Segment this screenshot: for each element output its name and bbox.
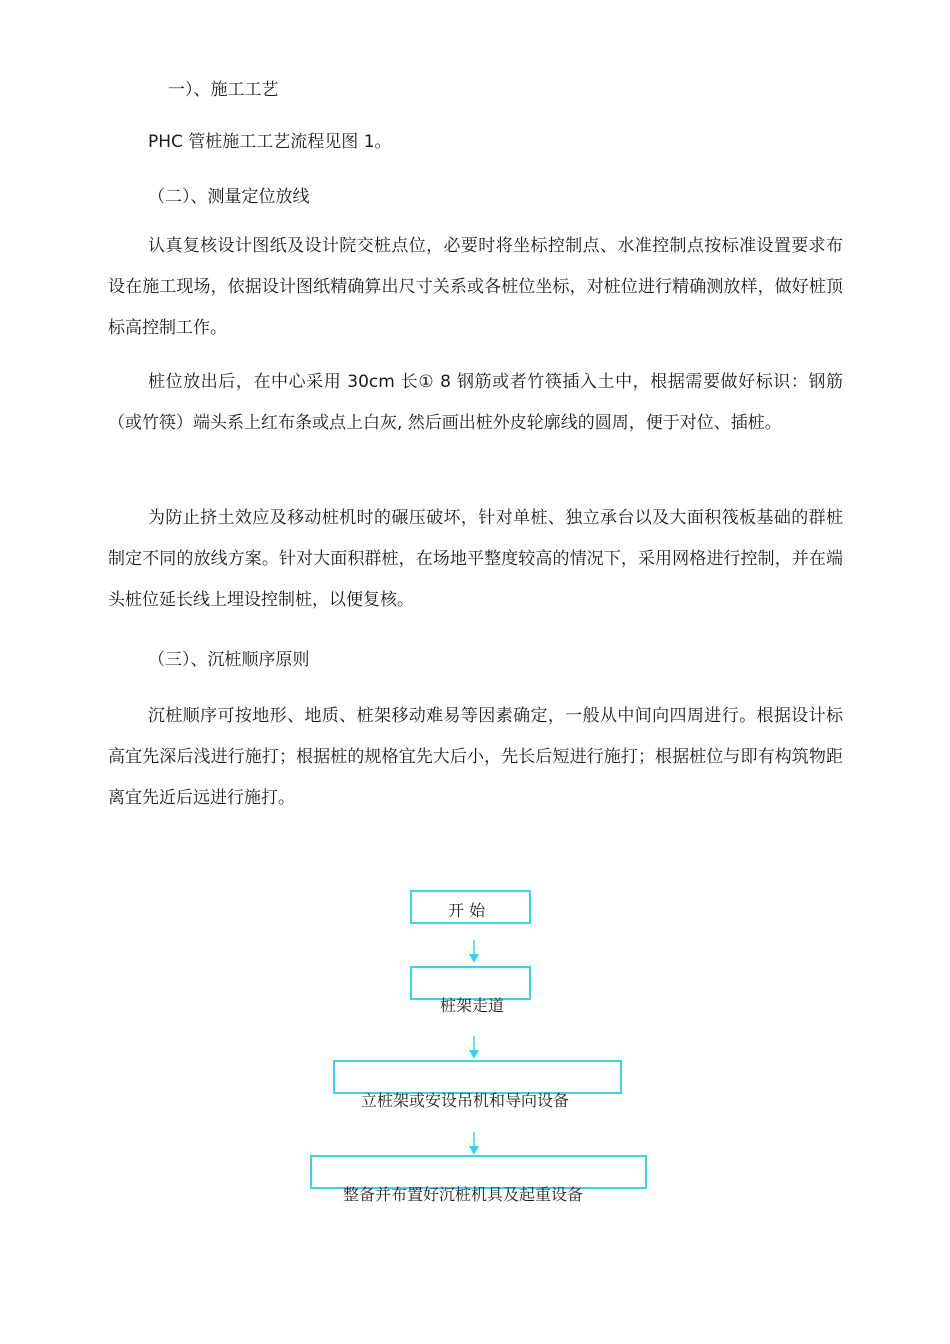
flowchart-step-pile-frame-track-box [410,966,531,1000]
flowchart-reference-text: PHC 管桩施工工艺流程见图 1。 [148,132,392,152]
paragraph-survey-review: 认真复核设计图纸及设计院交桩点位，必要时将坐标控制点、水准控制点按标准设置要求布设在施工现场，依据设计图纸精确算出尺寸关系或各桩位坐标，对桩位进行精确测放样，做好桩顶标高控制工作。 [108,236,843,338]
flowchart-step-start-label: 开 始 [448,901,486,920]
flowchart-arrow-down-icon [468,940,480,964]
flowchart-step-pile-frame-track-label: 桩架走道 [440,996,505,1015]
flowchart-arrow-down-icon [468,1036,480,1060]
flowchart-arrow-down-icon [468,1132,480,1156]
paragraph-pile-marking: 桩位放出后，在中心采用 30cm 长① 8 钢筋或者竹筷插入土中，根据需要做好标识：钢筋（或竹筷）端头系上红布条或点上白灰, 然后画出桩外皮轮廓线的圆周，便于对位、插桩。 [108,372,843,433]
section-heading-pile-sequence: （三）、沉桩顺序原则 [148,650,310,670]
paragraph-pile-sequence: 沉桩顺序可按地形、地质、桩架移动难易等因素确定，一般从中间向四周进行。根据设计标高宜先深后浅进行施打；根据桩的规格宜先大后小，先长后短进行施打；根据桩位与即有构筑物距离宜先近后远进行施打。 [108,706,843,808]
section-heading-survey-layout: （二）、测量定位放线 [148,187,310,207]
flowchart-step-erect-frame-box [333,1060,622,1094]
paragraph-layout-plan: 为防止挤土效应及移动桩机时的碾压破坏，针对单桩、独立承台以及大面积筏板基础的群桩制定不同的放线方案。针对大面积群桩，在场地平整度较高的情况下，采用网格进行控制，并在端头桩位延长线上埋设控制桩，以便复核。 [108,508,843,610]
section-heading-construction-process: 一）、施工工艺 [168,80,279,100]
flowchart-step-prepare-equipment-box [310,1155,647,1189]
flowchart-step-prepare-equipment-label: 整备并布置好沉桩机具及起重设备 [343,1185,584,1204]
flowchart-step-erect-frame-label: 立桩架或安设吊机和导向设备 [361,1091,570,1110]
